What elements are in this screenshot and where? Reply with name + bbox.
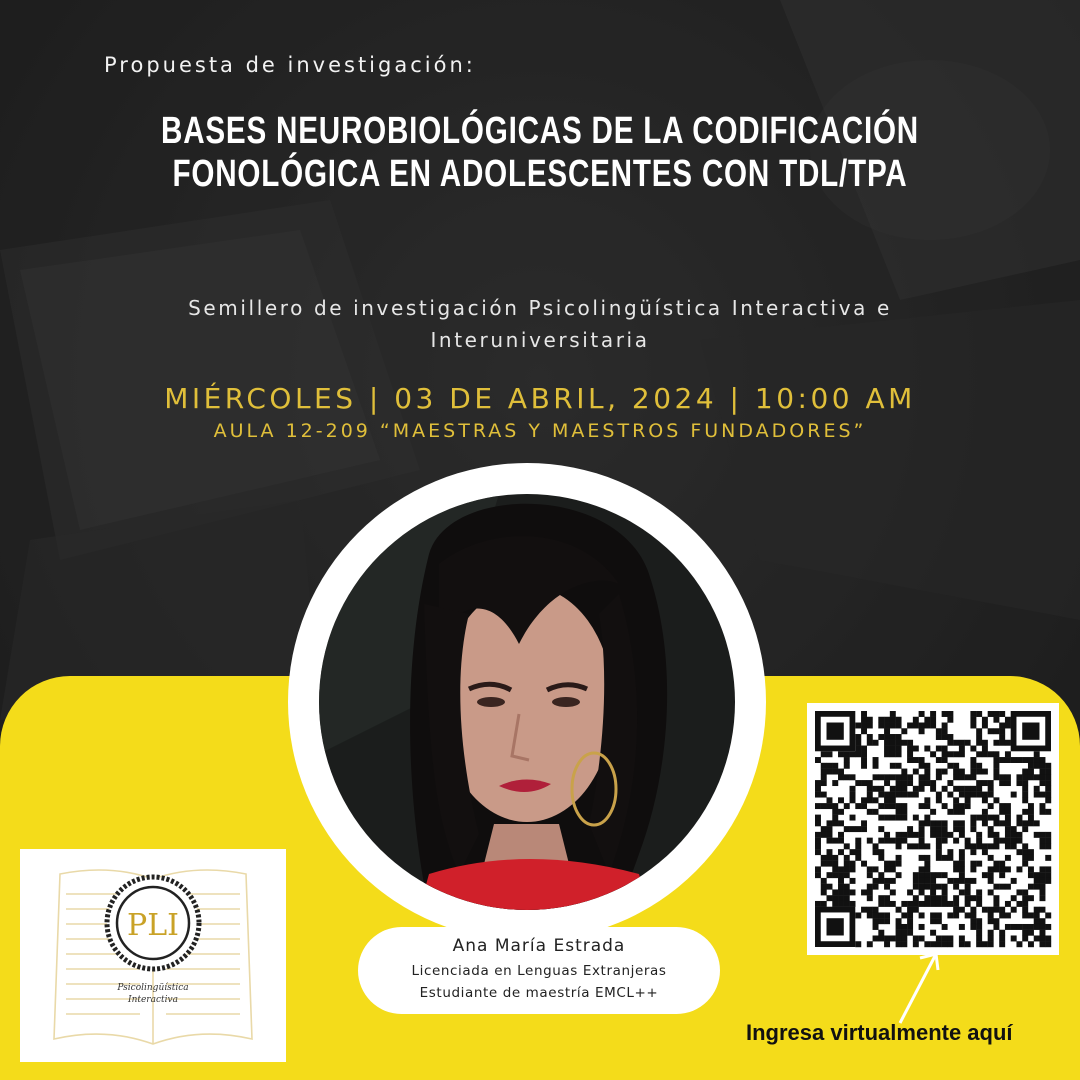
title-line-1: BASES NEUROBIOLÓGICAS DE LA CODIFICACIÓN <box>161 110 919 152</box>
event-date: MIÉRCOLES | 03 DE ABRIL, 2024 | 10:00 AM <box>164 382 916 415</box>
speaker-name: Ana María Estrada <box>452 936 626 956</box>
qr-code[interactable] <box>807 703 1059 955</box>
event-venue: AULA 12-209 “MAESTRAS Y MAESTROS FUNDADORES” <box>213 420 867 442</box>
speaker-portrait <box>319 494 735 910</box>
qr-code-icon[interactable] <box>807 703 1059 955</box>
page-title <box>119 110 961 196</box>
arrow-icon <box>890 948 950 1028</box>
virtual-access-label[interactable]: Ingresa virtualmente aquí <box>746 1020 1013 1045</box>
group-logo <box>20 849 286 1062</box>
title-line-2: FONOLÓGICA EN ADOLESCENTES CON TDL/TPA <box>172 153 908 195</box>
group-line-2: Interuniversitaria <box>430 328 650 352</box>
group-line-1: Semillero de investigación Psicolingüística Interactiva e <box>188 296 892 320</box>
event-kicker: Propuesta de investigación: <box>104 53 476 77</box>
speaker-role-1: Licenciada en Lenguas Extranjeras <box>411 963 667 979</box>
logo-initials: PLI <box>127 908 179 943</box>
logo-text-1: Psicolingüística <box>117 983 189 993</box>
speaker-caption <box>358 927 720 1014</box>
speaker-role-2: Estudiante de maestría EMCL++ <box>419 985 659 1001</box>
book-logo-icon <box>20 849 286 1062</box>
research-group <box>0 292 1080 356</box>
logo-text-2: Interactiva <box>128 995 178 1005</box>
